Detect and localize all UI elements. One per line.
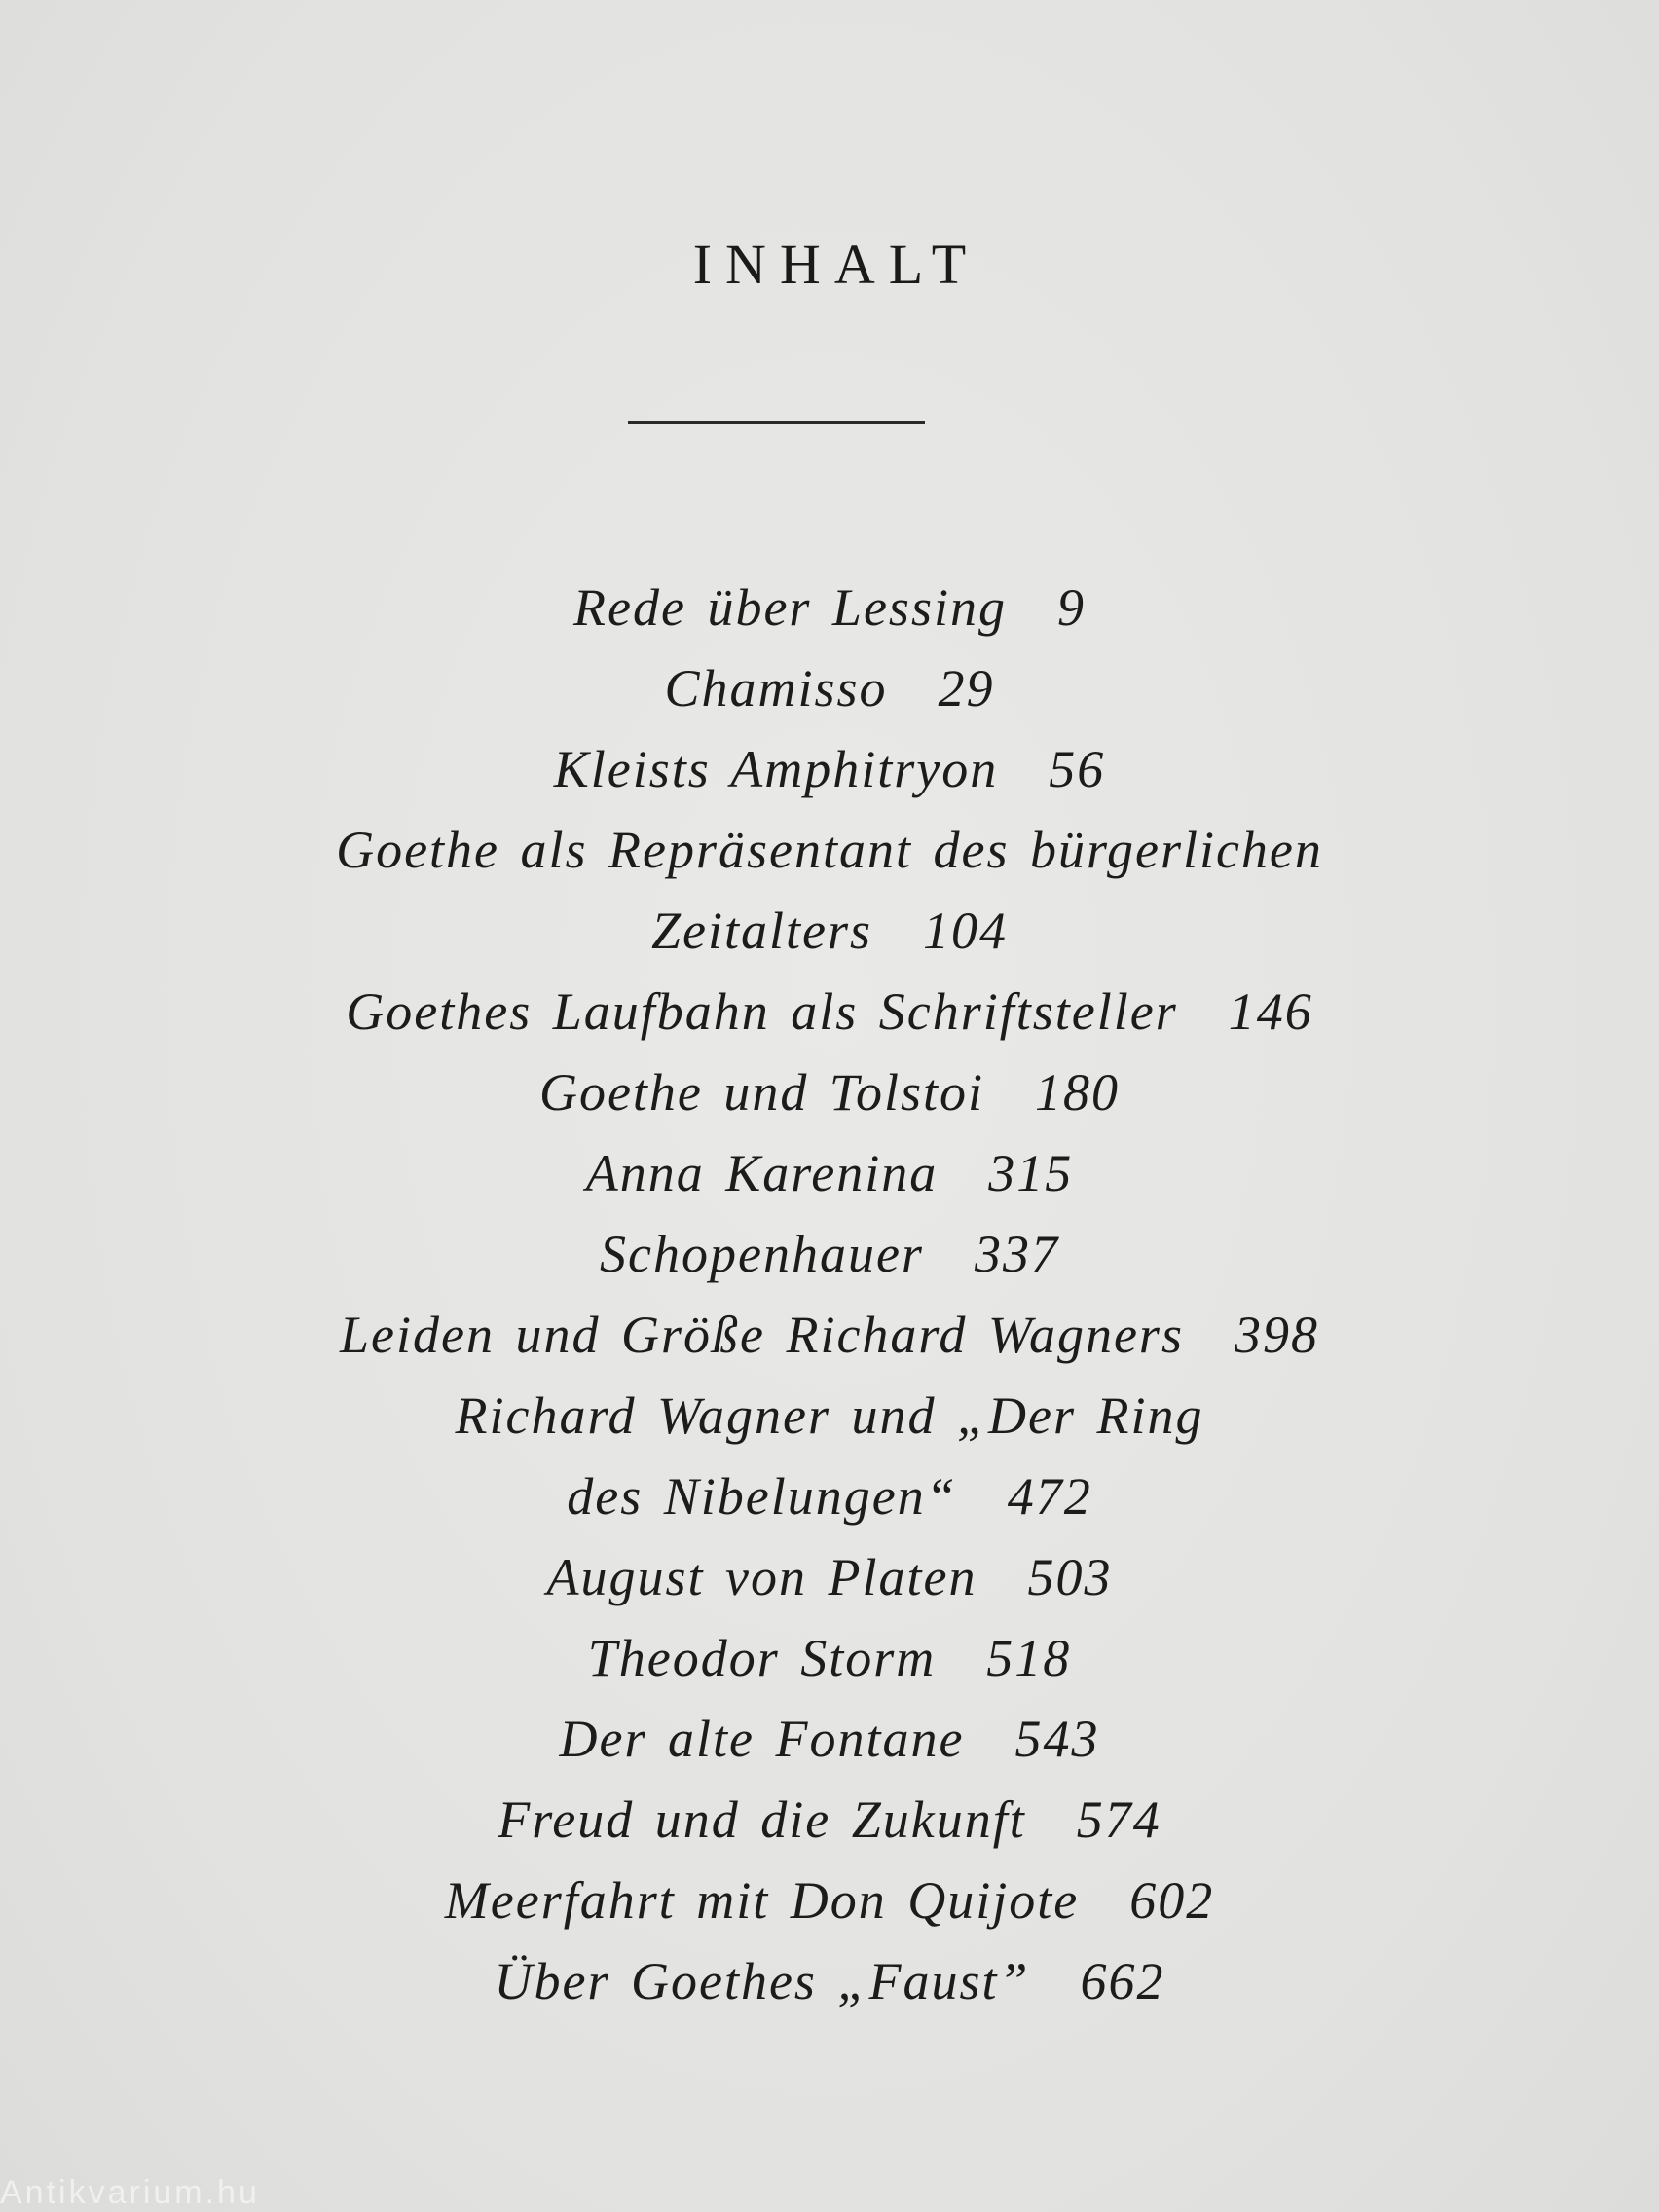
toc-entry <box>0 1133 1659 1214</box>
toc-entry <box>0 1780 1659 1861</box>
toc-entry-title: Kleists Amphitryon <box>553 740 999 798</box>
toc-entry-page: 503 <box>1027 1548 1113 1606</box>
toc-entry-title: Goethe als Repräsentant des bürgerlichen <box>336 821 1323 879</box>
toc-entry-title: Richard Wagner und „Der Ring <box>455 1386 1204 1445</box>
toc-entry <box>0 1376 1659 1456</box>
toc-entry <box>0 1618 1659 1699</box>
toc-entry-page: 29 <box>938 659 995 718</box>
toc-entry-title: Anna Karenina <box>585 1144 939 1202</box>
toc-entry-page: 518 <box>986 1629 1072 1687</box>
toc-entry <box>0 810 1659 891</box>
toc-entry-page: 146 <box>1228 982 1313 1041</box>
toc-entry-title: Meerfahrt mit Don Quijote <box>444 1871 1080 1930</box>
toc-entry <box>0 1699 1659 1780</box>
toc-entry-title: Zeitalters <box>650 902 872 960</box>
toc-entry-page: 56 <box>1049 740 1106 798</box>
heading-rule <box>628 421 925 424</box>
toc-entry-page: 662 <box>1080 1952 1165 2010</box>
toc-entry-title: des Nibelungen“ <box>567 1467 957 1526</box>
toc-entry <box>0 1456 1659 1537</box>
toc-entry-page: 9 <box>1056 578 1086 637</box>
toc-entry-page: 472 <box>1007 1467 1092 1526</box>
toc-entry-title: Freud und die Zukunft <box>498 1790 1026 1849</box>
toc-entry-title: Rede über Lessing <box>573 578 1007 637</box>
toc-entry-page: 574 <box>1076 1790 1161 1849</box>
page-heading: INHALT <box>692 233 980 296</box>
toc-entry-title: Theodor Storm <box>587 1629 937 1687</box>
toc-entry <box>0 568 1659 648</box>
watermark: Antikvarium.hu <box>0 2174 260 2211</box>
toc-entry-title: August von Platen <box>546 1548 977 1606</box>
toc-entry-title: Chamisso <box>664 659 888 718</box>
toc-entry-title: Über Goethes „Faust” <box>494 1952 1030 2010</box>
toc-entry <box>0 891 1659 972</box>
toc-entry <box>0 972 1659 1052</box>
toc-entry-title: Goethes Laufbahn als Schriftsteller <box>346 982 1178 1041</box>
toc-entry-title: Schopenhauer <box>600 1225 924 1283</box>
toc-entry-page: 104 <box>923 902 1008 960</box>
toc-entry-page: 315 <box>988 1144 1074 1202</box>
toc-entry <box>0 1214 1659 1295</box>
table-of-contents <box>0 568 1659 2022</box>
toc-entry <box>0 1537 1659 1618</box>
toc-entry-title: Goethe und Tolstoi <box>538 1063 985 1122</box>
toc-entry <box>0 1052 1659 1133</box>
toc-entry-page: 398 <box>1234 1306 1319 1364</box>
toc-entry <box>0 1295 1659 1376</box>
toc-entry-title: Leiden und Größe Richard Wagners <box>340 1306 1184 1364</box>
toc-entry-page: 337 <box>974 1225 1059 1283</box>
toc-entry <box>0 729 1659 810</box>
toc-entry-page: 602 <box>1129 1871 1215 1930</box>
toc-entry <box>0 1861 1659 1941</box>
toc-entry-page: 543 <box>1014 1710 1100 1768</box>
toc-entry <box>0 1941 1659 2022</box>
toc-entry <box>0 648 1659 729</box>
toc-entry-page: 180 <box>1035 1063 1121 1122</box>
toc-entry-title: Der alte Fontane <box>559 1710 965 1768</box>
